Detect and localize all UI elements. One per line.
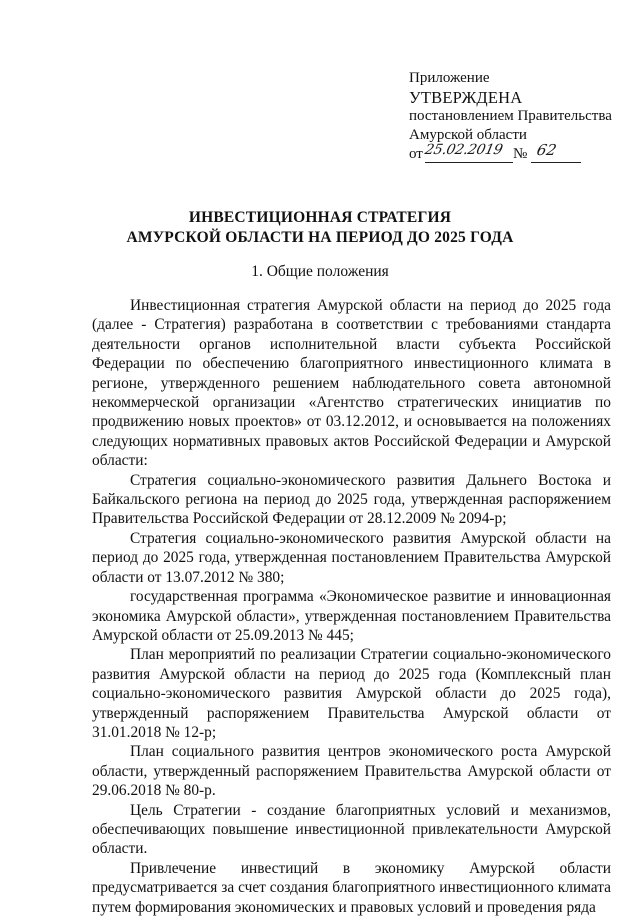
paragraph: План мероприятий по реализации Стратегии социально-экономического развития Амурской области на период до 2025 года (Комплексный план социально-экономического развития Амурской области до 2025 года), утвержденный распоряжением Правительства Амурской области от 31.01.2018 № 12-р; [92, 646, 611, 741]
approval-block [409, 69, 634, 165]
section-heading: 1. Общие положения [251, 263, 389, 280]
paragraph: Стратегия социально-экономического развития Дальнего Востока и Байкальского региона на период до 2025 года, утвержденная распоряжением Правительства Российской Федерации от 28.12.2009 № 2094-р; [92, 471, 611, 528]
document-body [92, 296, 611, 917]
number-underline [531, 162, 581, 163]
paragraph: Стратегия социально-экономического развития Амурской области на период до 2025 года, утвержденная постановлением Правительства Амурской области от 13.07.2012 № 380; [92, 529, 611, 586]
paragraph: государственная программа «Экономическое развитие и инновационная экономика Амурской области», утвержденная постановлением Правительства Амурской области от 25.09.2013 № 445; [92, 588, 611, 644]
handwritten-number: 62 [535, 141, 559, 159]
paragraph: Инвестиционная стратегия Амурской области на период до 2025 года (далее - Стратегия) разработана в соответствии с требованиями стандарта деятельности органов исполнительной власти субъекта Российской Федерации по обеспечению благоприятного инвестиционного климата в регионе, утвержденного решением наблюдательного совета автономной некоммерческой организации «Агентство стратегических инициатив по продвижению новых проектов» от 03.12.2012, и основывается на положениях следующих нормативных правовых актов Российской Федерации и Амурской области: [92, 297, 611, 470]
date-prefix: от [409, 146, 423, 162]
document-title-line-1: ИНВЕСТИЦИОННАЯ СТРАТЕГИЯ [188, 209, 452, 226]
number-label: № [513, 146, 528, 162]
resolution-label: постановлением Правительства [409, 108, 612, 124]
paragraph: План социального развития центров экономического роста Амурской области, утвержденный распоряжением Правительства Амурской области от 29.06.2018 № 80-р. [92, 743, 611, 800]
appendix-label: Приложение [409, 70, 490, 86]
paragraph: Привлечение инвестиций в экономику Амурской области предусматривается за счет создания благоприятного инвестиционного климата путем формирования экономических и правовых условий и проведения ряда [92, 859, 611, 916]
document-title-line-2: АМУРСКОЙ ОБЛАСТИ НА ПЕРИОД ДО 2025 ГОДА [126, 229, 514, 246]
region-label: Амурской области [409, 127, 527, 143]
date-underline [425, 162, 513, 163]
handwritten-date: 25.02.2019 [423, 142, 504, 158]
paragraph: Цель Стратегии - создание благоприятных условий и механизмов, обеспечивающих повышение инвестиционной привлекательности Амурской области. [92, 801, 611, 858]
approved-label: УТВЕРЖДЕНА [409, 88, 523, 107]
date-number-line [409, 141, 634, 165]
